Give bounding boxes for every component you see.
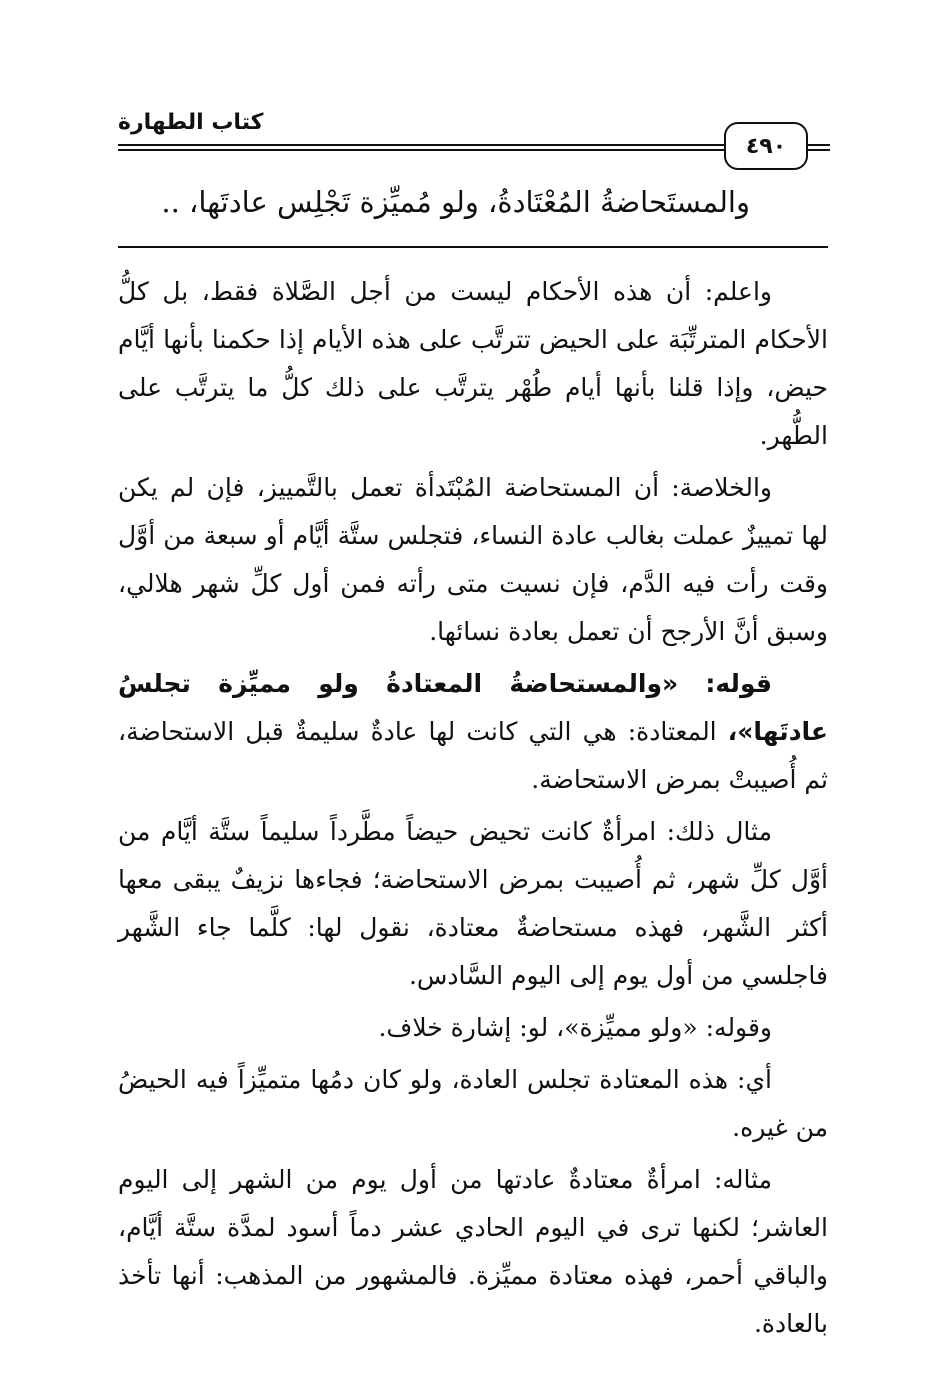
paragraph-2: والخلاصة: أن المستحاضة المُبْتَدأة تعمل بالتَّمييز، فإن لم يكن لها تمييزٌ عملت بغالب عادة النساء، فتجلس ستَّة أيَّام أو سبعة من أوَّل وقت رأت فيه الدَّم، فإن نسيت متى رأته فمن أول كلِّ شهر هلالي، وسبق أنَّ الأرجح أن تعمل بعادة نسائها. [118, 473, 828, 646]
commentary-body [118, 268, 828, 1352]
paragraph-1: واعلم: أن هذه الأحكام ليست من أجل الصَّلاة فقط، بل كلُّ الأحكام المترتِّبَة على الحيض تترتَّب على هذه الأيام إذا حكمنا بأنها أيَّام حيض، وإذا قلنا بأنها أيام طُهْر يترتَّب على ذلك كلُّ ما يترتَّب على الطُّهر. [118, 277, 828, 450]
running-title: كتاب الطهارة [118, 110, 273, 135]
matn-divider [118, 246, 828, 248]
page-header [118, 108, 830, 168]
paragraph-3: قوله: «والمستحاضةُ المعتادةُ ولو مميِّزة تجلسُ عادتَها»، المعتادة: هي التي كانت لها عادةٌ سليمةٌ قبل الاستحاضة، ثم أُصيبتْ بمرض الاستحاضة. [118, 669, 828, 794]
paragraph-6: أي: هذه المعتادة تجلس العادة، ولو كان دمُها متميِّزاً فيه الحيضُ من غيره. [118, 1065, 828, 1142]
paragraph-7: مثاله: امرأةٌ معتادةٌ عادتها من أول يوم من الشهر إلى اليوم العاشر؛ لكنها ترى في اليوم الحادي عشر دماً أسود لمدَّة ستَّة أيَّام، والباقي أحمر، فهذه معتادة مميِّزة. فالمشهور من المذهب: أنها تأخذ بالعادة. [118, 1165, 828, 1338]
paragraph-4: مثال ذلك: امرأةٌ كانت تحيض حيضاً مطَّرداً سليماً ستَّة أيَّام من أوَّل كلِّ شهر، ثم أُصيبت بمرض الاستحاضة؛ فجاءها نزيفٌ يبقى معها أكثر الشَّهر، فهذه مستحاضةٌ معتادة، نقول لها: كلَّما جاء الشَّهر فاجلسي من أول يوم إلى اليوم السَّادس. [118, 817, 828, 990]
paragraph-5: وقوله: «ولو مميِّزة»، لو: إشارة خلاف. [378, 1013, 772, 1042]
page-number: ٤٩٠ [724, 122, 808, 170]
matn-text: والمستَحاضةُ المُعْتَادةُ، ولو مُميِّزة تَجْلِس عادتَها، .. [161, 185, 750, 219]
quoted-matn-lead: قوله: «والمستحاضةُ المعتادةُ ولو مميِّزة تجلسُ عادتَها»، [118, 669, 828, 746]
